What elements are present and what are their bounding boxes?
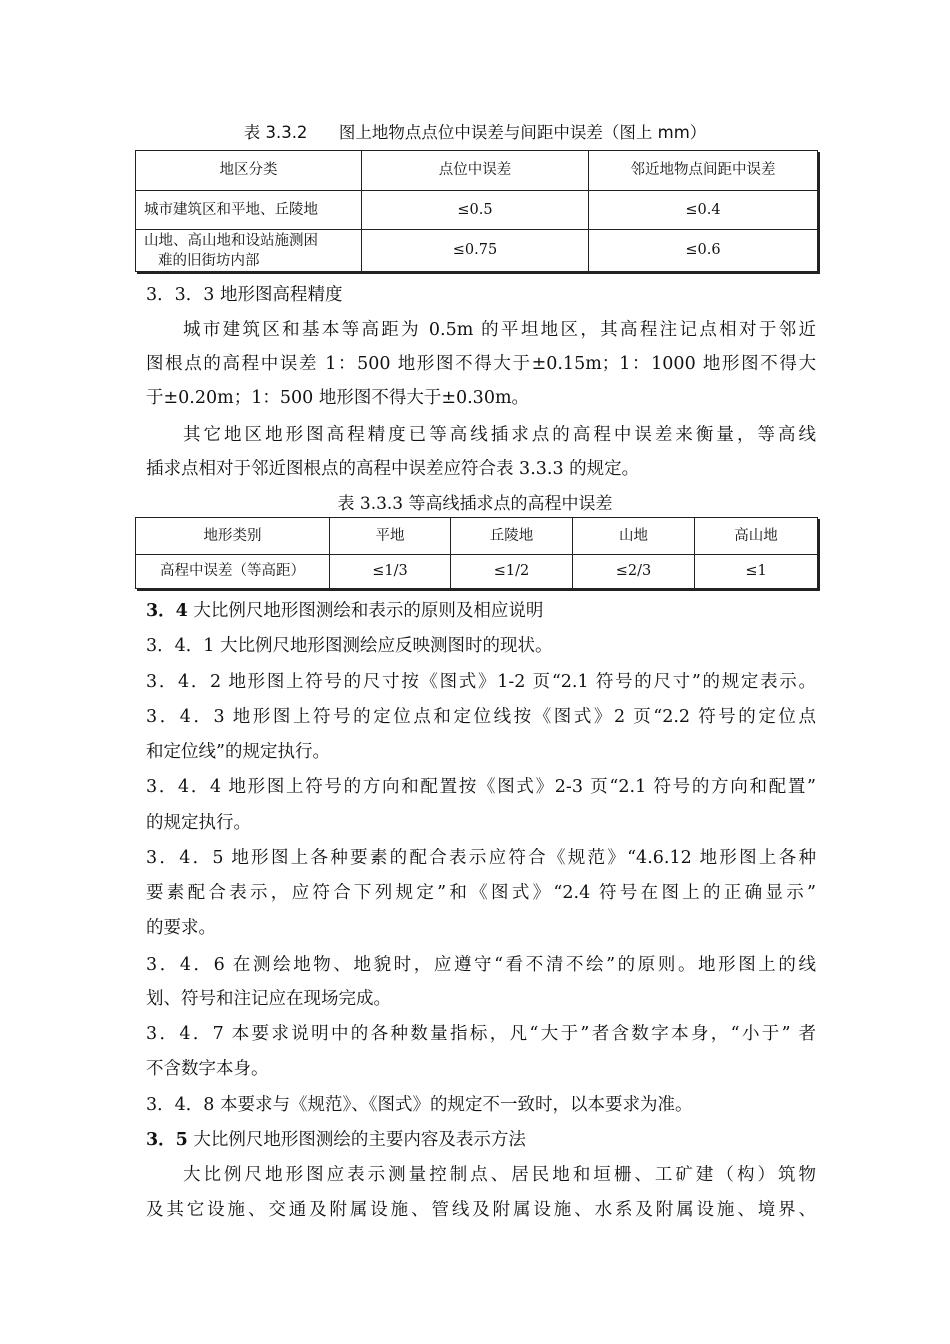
paragraph-line: 3．4．3 地形图上符号的定位点和定位线按《图式》2 页“2.2 符号的定位点 — [146, 707, 816, 727]
paragraph-line: 划、符号和注记应在现场完成。 — [146, 989, 391, 1009]
table-row — [136, 230, 818, 272]
paragraph-line: 其它地区地形图高程精度已等高线插求点的高程中误差来衡量，等高线 — [183, 425, 816, 445]
section-number: 3．4 — [146, 601, 188, 621]
paragraph-line: 大比例尺地形图应表示测量控制点、居民地和垣栅、工矿建（构）筑物 — [183, 1165, 816, 1185]
paragraph-line: 3．4．1 大比例尺地形图测绘应反映测图时的现状。 — [146, 636, 553, 656]
paragraph-line: 3．4．6 在测绘地物、地貌时，应遵守“看不清不绘”的原则。地形图上的线 — [146, 955, 816, 975]
paragraph-line: 3．4．7 本要求说明中的各种数量指标，凡“大于”者含数字本身，“小于” 者 — [146, 1024, 816, 1044]
paragraph-line: 不含数字本身。 — [146, 1059, 269, 1079]
table-header-cell: 地形类别 — [136, 518, 330, 555]
table-header-cell: 山地 — [573, 518, 695, 555]
section-title: 大比例尺地形图测绘和表示的原则及相应说明 — [187, 601, 544, 621]
table-border-shadow — [137, 272, 820, 274]
table-border-shadow — [818, 152, 820, 273]
table-cell: ≤2/3 — [573, 555, 695, 589]
paragraph-line: 3．4．4 地形图上符号的方向和配置按《图式》2-3 页“2.1 符号的方向和配置” — [146, 777, 816, 797]
paragraph-line: 3．4．8 本要求与《规范》、《图式》的规定不一致时，以本要求为准。 — [146, 1095, 693, 1115]
table-3-3-2 — [135, 150, 818, 272]
table-cell: ≤1/2 — [451, 555, 573, 589]
paragraph-line: 3．4．2 地形图上符号的尺寸按《图式》1-2 页“2.1 符号的尺寸”的规定表示。 — [146, 672, 816, 692]
paragraph-line: 要素配合表示，应符合下列规定”和《图式》“2.4 符号在图上的正确显示” — [146, 883, 816, 903]
table-cell: ≤1 — [695, 555, 818, 589]
table-header-cell: 点位中误差 — [362, 151, 589, 191]
table-border-shadow — [137, 589, 820, 591]
paragraph-line: 3．4．5 地形图上各种要素的配合表示应符合《规范》“4.6.12 地形图上各种 — [146, 848, 816, 868]
table-border-shadow — [818, 519, 820, 590]
paragraph-line: 及其它设施、交通及附属设施、管线及附属设施、水系及附属设施、境界、 — [146, 1200, 816, 1220]
table-cell-spacing-error: ≤0.6 — [589, 230, 818, 272]
table-3-3-2-caption: 表 3.3.2 图上地物点点位中误差与间距中误差（图上 mm） — [243, 123, 707, 142]
table-cell-area — [136, 230, 362, 272]
table-3-3-3 — [135, 517, 818, 589]
paragraph-line: 的要求。 — [146, 918, 216, 938]
table-cell-spacing-error: ≤0.4 — [589, 191, 818, 230]
table-3-3-3-caption: 表 3.3.3 等高线插求点的高程中误差 — [337, 494, 613, 514]
section-heading — [146, 599, 816, 623]
section-heading — [146, 1128, 816, 1152]
table-row — [136, 191, 818, 230]
table-cell-point-error: ≤0.5 — [362, 191, 589, 230]
table-cell-line: 难的旧街坊内部 — [158, 252, 260, 269]
paragraph-line: 插求点相对于邻近图根点的高程中误差应符合表 3.3.3 的规定。 — [146, 459, 640, 479]
table-cell: 高程中误差（等高距） — [136, 555, 330, 589]
table-header-cell: 平地 — [330, 518, 451, 555]
paragraph-line: 的规定执行。 — [146, 813, 251, 833]
table-row — [136, 555, 818, 589]
section-number: 3．5 — [146, 1130, 188, 1150]
table-cell-point-error: ≤0.75 — [362, 230, 589, 272]
section-heading: 3．3．3 地形图高程精度 — [146, 285, 343, 305]
table-header-cell: 丘陵地 — [451, 518, 573, 555]
paragraph-line: 图根点的高程中误差 1：500 地形图不得大于±0.15m；1：1000 地形图不得大 — [146, 354, 816, 374]
table-header-row — [136, 518, 818, 555]
paragraph-line: 城市建筑区和基本等高距为 0.5m 的平坦地区，其高程注记点相对于邻近 — [183, 320, 816, 340]
table-header-cell: 高山地 — [695, 518, 818, 555]
paragraph-line: 于±0.20m；1：500 地形图不得大于±0.30m。 — [146, 388, 530, 408]
table-header-row — [136, 151, 818, 191]
section-title: 大比例尺地形图测绘的主要内容及表示方法 — [187, 1130, 526, 1150]
paragraph-line: 和定位线”的规定执行。 — [146, 742, 330, 762]
table-cell-area: 城市建筑区和平地、丘陵地 — [136, 191, 362, 230]
table-cell-line: 山地、高山地和设站施测困 — [144, 232, 318, 249]
table-cell: ≤1/3 — [330, 555, 451, 589]
table-header-cell: 邻近地物点间距中误差 — [589, 151, 818, 191]
table-header-cell: 地区分类 — [136, 151, 362, 191]
